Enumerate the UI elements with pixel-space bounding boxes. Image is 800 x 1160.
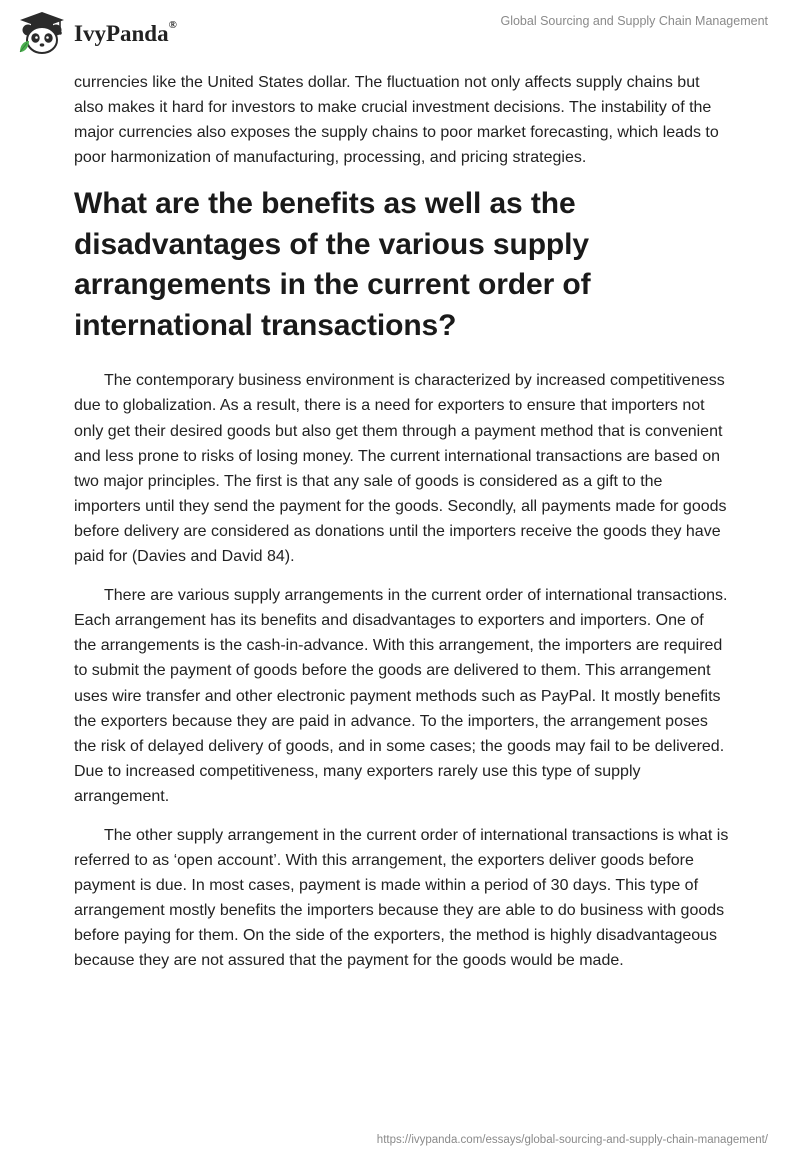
body-paragraph: The contemporary business environment is characterized by increased competitiveness due to globalization. As a result, there is a need for exporters to ensure that importers not only get their desired goods but also get them through a payment method that is convenient and less prone to risks of losing money. The current international transactions are based on two major principles. The first is that any sale of goods is considered as a gift to the importers until they send the payment for the goods. Secondly, all payments made for goods before delivery are considered as donations until the importers receive the goods they have paid for (Davies and David 84).: [74, 372, 727, 566]
site-logo[interactable]: [14, 10, 177, 56]
intro-paragraph: currencies like the United States dollar. The fluctuation not only affects supply chains but also makes it hard for investors to make crucial investment decisions. The instability of the major currencies also exposes the supply chains to poor market forecasting, which leads to poor harmonization of manufacturing, processing, and pricing strategies.: [74, 74, 719, 167]
panda-graduate-icon: [14, 10, 70, 56]
article-body: [74, 70, 730, 988]
source-url[interactable]: https://ivypanda.com/essays/global-sourcing-and-supply-chain-management/: [376, 1134, 768, 1146]
body-paragraph: There are various supply arrangements in the current order of international transactions. Each arrangement has its benefits and disadvantages to exporters and importers. One of the arrangements is the cash-in-advance. With this arrangement, the importers are required to submit the payment of goods before the goods are delivered to them. This arrangement uses wire transfer and other electronic payment methods such as PayPal. It mostly benefits the exporters because they are paid in advance. To the importers, the arrangement poses the risk of delayed delivery of goods, and in some cases; the goods may fail to be delivered. Due to increased competitiveness, many exporters rarely use this type of supply arrangement.: [74, 587, 728, 805]
document-title: Global Sourcing and Supply Chain Management: [500, 14, 768, 28]
registered-mark: ®: [168, 19, 177, 31]
logo-wordmark: [74, 21, 177, 47]
section-heading: What are the benefits as well as the disadvantages of the various supply arrangements in the current order of international transactions?: [74, 187, 591, 342]
body-paragraph: The other supply arrangement in the current order of international transactions is what is referred to as ‘open account’. With this arrangement, the exporters deliver goods before payment is due. In most cases, payment is made within a period of 30 days. This type of arrangement mostly benefits the importers because they are able to do business with goods before paying for them. On the side of the exporters, the method is highly disadvantageous because they are not assured that the payment for the goods would be made.: [74, 826, 729, 970]
logo-name: IvyPanda: [74, 21, 169, 46]
page-header: [0, 0, 800, 64]
